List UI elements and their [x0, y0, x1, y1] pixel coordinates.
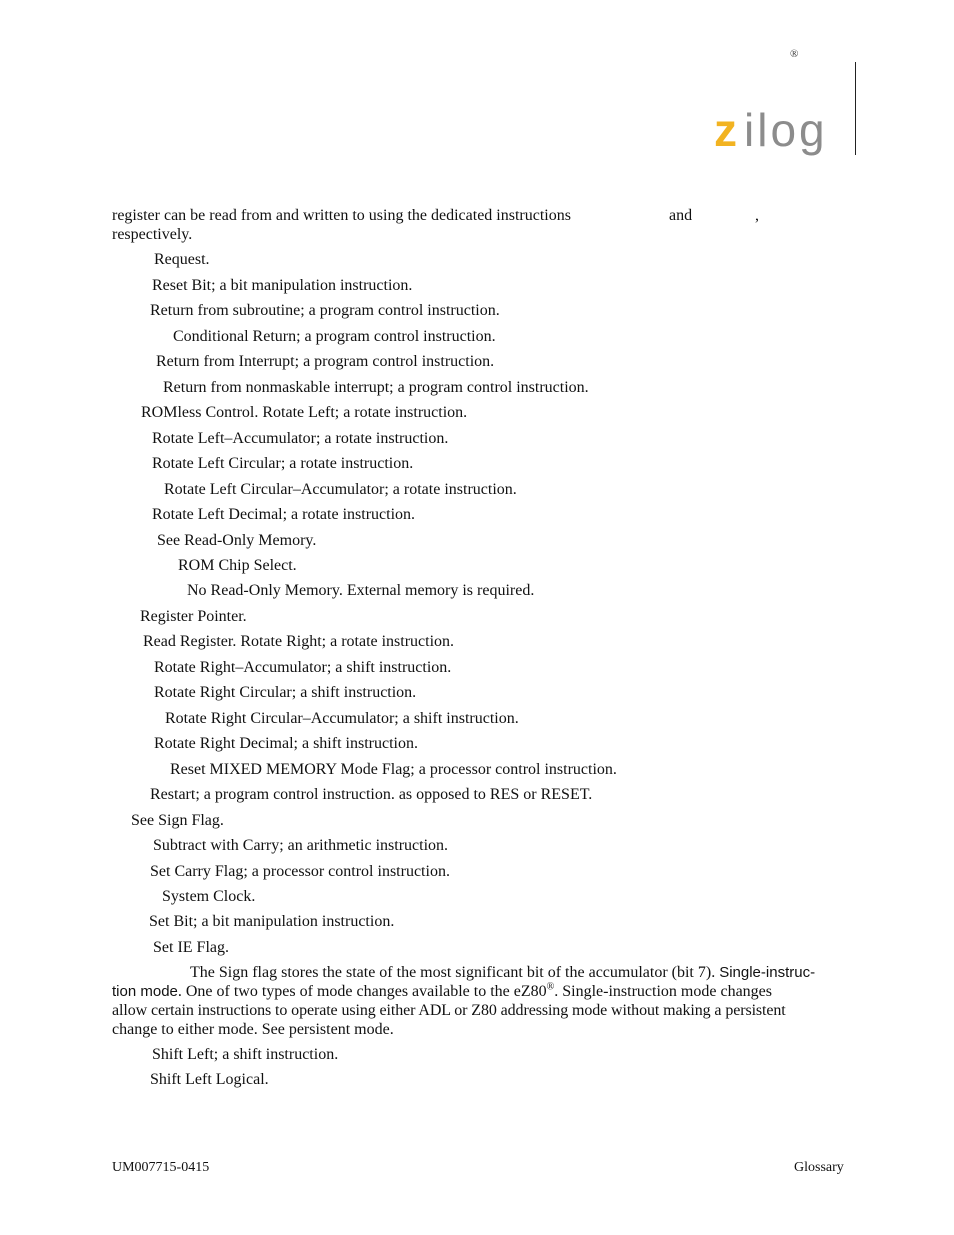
glossary-entry: Rotate Left Circular–Accumulator; a rotate instruction. [164, 481, 517, 498]
glossary-entry: Reset MIXED MEMORY Mode Flag; a processor control instruction. [170, 761, 617, 778]
glossary-entry: Subtract with Carry; an arithmetic instruction. [153, 837, 449, 854]
glossary-entry: Restart; a program control instruction. as opposed to RES or RESET. [150, 786, 593, 803]
glossary-entry: Set Carry Flag; a processor control instruction. [150, 863, 450, 880]
glossary-entry: Request. [154, 251, 210, 268]
glossary-entry: Rotate Right Circular–Accumulator; a shift instruction. [165, 710, 519, 727]
glossary-entry: Rotate Left–Accumulator; a rotate instruction. [152, 430, 449, 447]
glossary-entry: Set Bit; a bit manipulation instruction. [149, 913, 395, 930]
registered-trademark-mark: ® [790, 48, 799, 60]
glossary-entry: ROMless Control. Rotate Left; a rotate instruction. [141, 404, 468, 421]
glossary-entry: Rotate Right Decimal; a shift instruction. [154, 735, 418, 752]
glossary-entry: See Sign Flag. [131, 812, 224, 829]
glossary-entry: ROM Chip Select. [178, 557, 297, 574]
glossary-entry: Shift Left Logical. [150, 1071, 269, 1088]
glossary-entry: Rotate Left Decimal; a rotate instruction. [152, 506, 416, 523]
footer-section-title: Glossary [794, 1160, 844, 1175]
header-divider [855, 62, 856, 155]
svg-text:z: z [714, 108, 737, 156]
glossary-entry: Set IE Flag. [153, 939, 229, 956]
zilog-logo [714, 108, 844, 158]
glossary-entry: Register Pointer. [140, 608, 247, 625]
glossary-entry: See Read-Only Memory. [157, 532, 317, 549]
intro-text-line-1: register can be read from and written to using the dedicated instructions and , [112, 207, 759, 224]
glossary-term-single-instruction-mode: Single-instruc- [719, 964, 816, 981]
single-instruction-mode-line-3: change to either mode. See persistent mode. [112, 1021, 394, 1038]
glossary-entry: Conditional Return; a program control instruction. [173, 328, 496, 345]
svg-text:ilog: ilog [744, 108, 828, 156]
glossary-entry: Rotate Left Circular; a rotate instruction. [152, 455, 414, 472]
single-instruction-mode-line-2: allow certain instructions to operate using either ADL or Z80 addressing mode without making a persistent [112, 1002, 786, 1019]
glossary-entry: Read Register. Rotate Right; a rotate instruction. [143, 633, 455, 650]
intro-text-line-2: respectively. [112, 226, 193, 243]
document-id: UM007715-0415 [112, 1160, 210, 1175]
single-instruction-mode-line-1: tion mode. One of two types of mode changes available to the eZ80®. Single-instruction mode changes [112, 981, 772, 1000]
glossary-entry: Return from Interrupt; a program control instruction. [156, 353, 495, 370]
glossary-entry: Shift Left; a shift instruction. [152, 1046, 339, 1063]
glossary-entry: System Clock. [162, 888, 256, 905]
sign-flag-definition: The Sign flag stores the state of the most significant bit of the accumulator (bit 7). Single-instruc- [190, 964, 816, 981]
glossary-entry: Return from nonmaskable interrupt; a program control instruction. [163, 379, 589, 396]
glossary-entry: Return from subroutine; a program control instruction. [150, 302, 500, 319]
glossary-entry: No Read-Only Memory. External memory is required. [187, 582, 535, 599]
glossary-entry: Rotate Right Circular; a shift instruction. [154, 684, 417, 701]
glossary-entry: Reset Bit; a bit manipulation instruction. [152, 277, 413, 294]
glossary-entry: Rotate Right–Accumulator; a shift instruction. [154, 659, 452, 676]
